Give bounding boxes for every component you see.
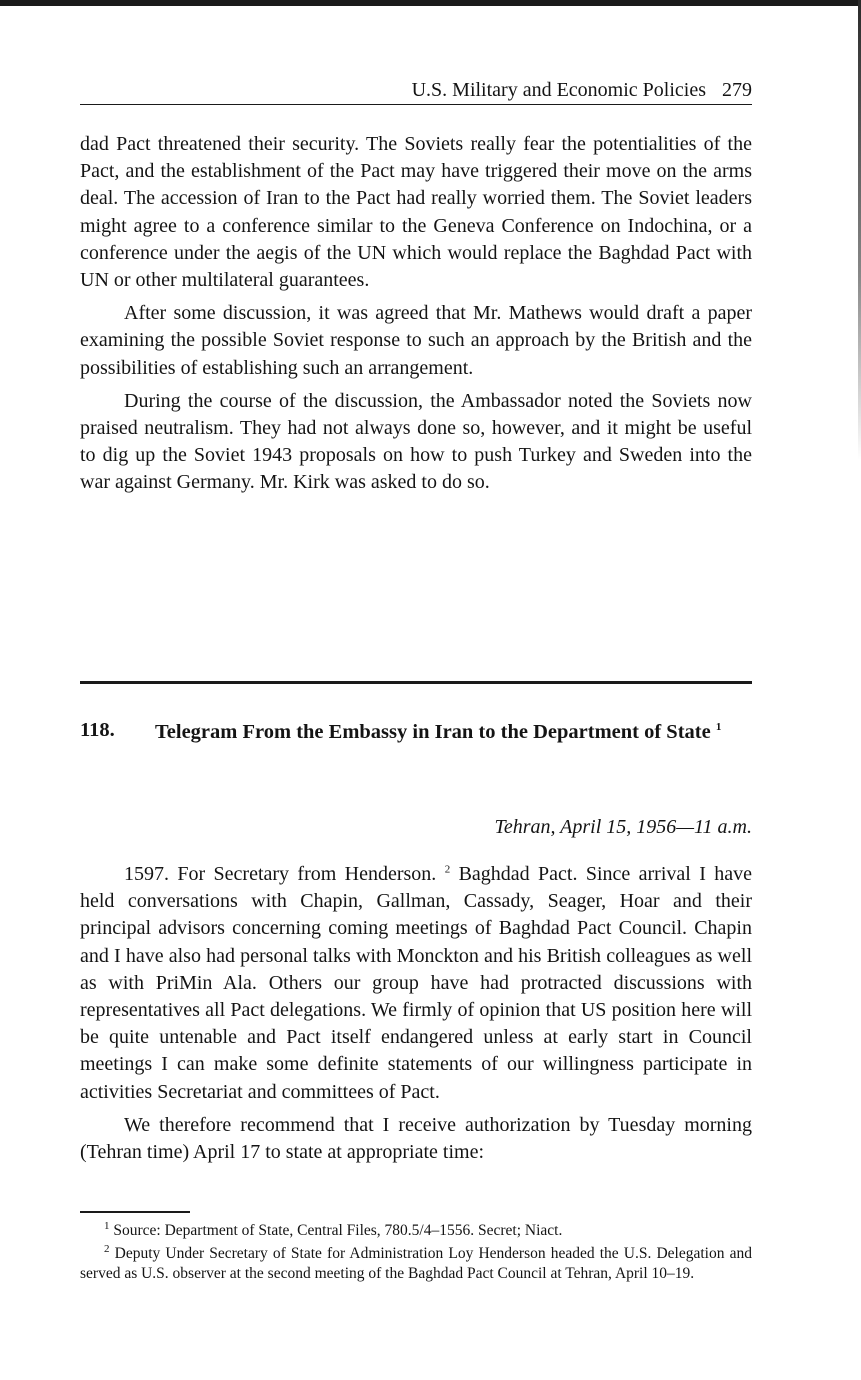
paragraph: During the course of the discussion, the Ambassador noted the Soviets now praised neutralism. They had not always done so, however, and it might be useful to dig up the Soviet 1943 proposals on how to push Turkey and Sweden into the war against Germany. Mr. Kirk was asked to do so. <box>80 389 752 494</box>
footnote-rule <box>80 1211 190 1213</box>
footnote-text: Deputy Under Secretary of State for Administration Loy Henderson headed the U.S. Delegation and served as U.S. observer at the second meeting of the Baghdad Pact Council at Tehran, April 10–19. <box>80 1244 752 1282</box>
paragraph: After some discussion, it was agreed that Mr. Mathews would draft a paper examining the possible Soviet response to such an approach by the British and the possibilities of establishing such an arrangement. <box>80 302 752 379</box>
running-header <box>80 76 752 105</box>
paragraph-rest: Baghdad Pact. Since arrival I have held conversations with Chapin, Gallman, Cassady, Seager, Hoar and their principal advisors concerning coming meetings of Baghdad Pact Council. Chapin and I have also had personal talks with Monckton and his British colleagues as well as with PriMin Ala. Others our group have had protracted discussions with representatives all Pact delegations. We firmly of opinion that US position here will be quite untenable and Pact itself endangered unless at early start in Council meetings I can make some definite statements of our willingness participate in activities Secretariat and committees of Pact. <box>80 863 752 1103</box>
document-title <box>155 719 745 746</box>
page-top-edge <box>0 0 861 6</box>
paragraph-start: 1597. For Secretary from Henderson. <box>124 863 437 885</box>
section-divider <box>80 681 752 684</box>
page-number: 279 <box>722 79 752 101</box>
footnotes <box>80 1221 752 1287</box>
paragraph: We therefore recommend that I receive authorization by Tuesday morning (Tehran time) April 17 to state at appropriate time: <box>80 1113 752 1164</box>
footnote-ref: 1 <box>715 721 722 734</box>
running-title: U.S. Military and Economic Policies <box>411 79 706 101</box>
paragraph: dad Pact threatened their security. The Soviets really fear the potentialities of the Pact, and the establishment of the Pact may have triggered their move on the arms deal. The accession of Iran to the Pact had really worried them. The Soviet leaders might agree to a conference similar to the Geneva Conference on Indochina, or a conference under the aegis of the UN which would replace the Baghdad Pact with UN or other multilateral guarantees. <box>80 133 752 292</box>
footnote-ref: 2 <box>444 863 451 876</box>
footnote-mark: 1 <box>104 1219 110 1232</box>
telegram-text <box>80 861 752 1172</box>
footnote <box>80 1221 752 1242</box>
document-title-text: Telegram From the Embassy in Iran to the Department of State <box>155 721 711 743</box>
footnote-mark: 2 <box>104 1242 110 1255</box>
dateline: Tehran, April 15, 1956—11 a.m. <box>494 816 752 838</box>
footnote-text: Source: Department of State, Central Files, 780.5/4–1556. Secret; Niact. <box>109 1222 563 1239</box>
document-number: 118. <box>80 719 115 741</box>
paragraph <box>80 861 752 1106</box>
continuation-text <box>80 131 752 503</box>
footnote <box>80 1244 752 1285</box>
